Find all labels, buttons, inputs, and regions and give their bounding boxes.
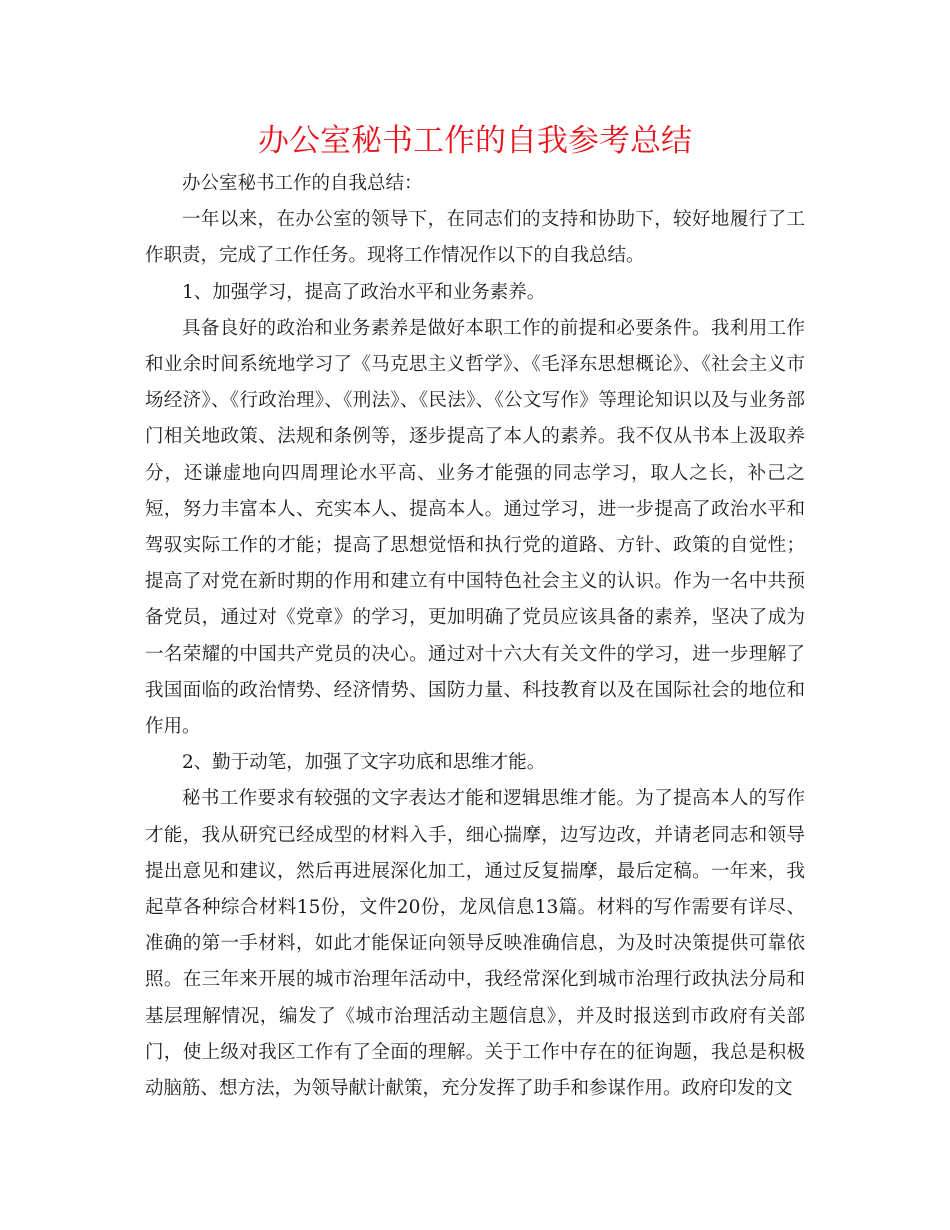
paragraph-section-2: 秘书工作要求有较强的文字表达才能和逻辑思维才能。为了提高本人的写作才能，我从研究已经成型的材料入手，细心揣摩，边写边改，并请老同志和领导提出意见和建议，然后再进展深化加工，通过反复揣摩，最后定稿。一年来，我起草各种综合材料15份，文件20份，龙凤信息13篇。材料的写作需要有详尽、准确的第一手材料，如此才能保证向领导反映准确信息，为及时决策提供可靠依照。在三年来开展的城市治理年活动中，我经常深化到城市治理行政执法分局和基层理解情况，编发了《城市治理活动主题信息》，并及时报送到市政府有关部门，使上级对我区工作有了全面的理解。关于工作中存在的征询题，我总是积极动脑筋、想方法，为领导献计献策，充分发挥了助手和参谋作用。政府印发的文 (145, 788, 805, 1100)
section-heading-2: 2、勤于动笔，加强了文字功底和思维才能。 (182, 752, 546, 774)
paragraph-intro: 办公室秘书工作的自我总结： (182, 173, 423, 194)
document-body (145, 166, 805, 1107)
section-heading-1: 1、加强学习，提高了政治水平和业务素养。 (182, 281, 546, 303)
document-title: 办公室秘书工作的自我参考总结 (258, 123, 692, 159)
paragraph-section-1: 具备良好的政治和业务素养是做好本职工作的前提和必要条件。我利用工作和业余时间系统地学习了《马克思主义哲学》、《毛泽东思想概论》、《社会主义市场经济》、《行政治理》、《刑法》、《民法》、《公文写作》等理论知识以及与业务部门相关地政策、法规和条例等，逐步提高了本人的素养。我不仅从书本上汲取养分，还谦虚地向四周理论水平高、业务才能强的同志学习，取人之长，补己之短，努力丰富本人、充实本人、提高本人。通过学习，进一步提高了政治水平和驾驭实际工作的才能；提高了思想觉悟和执行党的道路、方针、政策的自觉性；提高了对党在新时期的作用和建立有中国特色社会主义的认识。作为一名中共预备党员，通过对《党章》的学习，更加明确了党员应该具备的素养，坚决了成为一名荣耀的中国共产党员的决心。通过对十六大有关文件的学习，进一步理解了我国面临的政治情势、经济情势、国防力量、科技教育以及在国际社会的地位和作用。 (145, 317, 805, 738)
paragraph-summary: 一年以来，在办公室的领导下，在同志们的支持和协助下，较好地履行了工作职责，完成了工作任务。现将工作情况作以下的自我总结。 (145, 209, 805, 267)
